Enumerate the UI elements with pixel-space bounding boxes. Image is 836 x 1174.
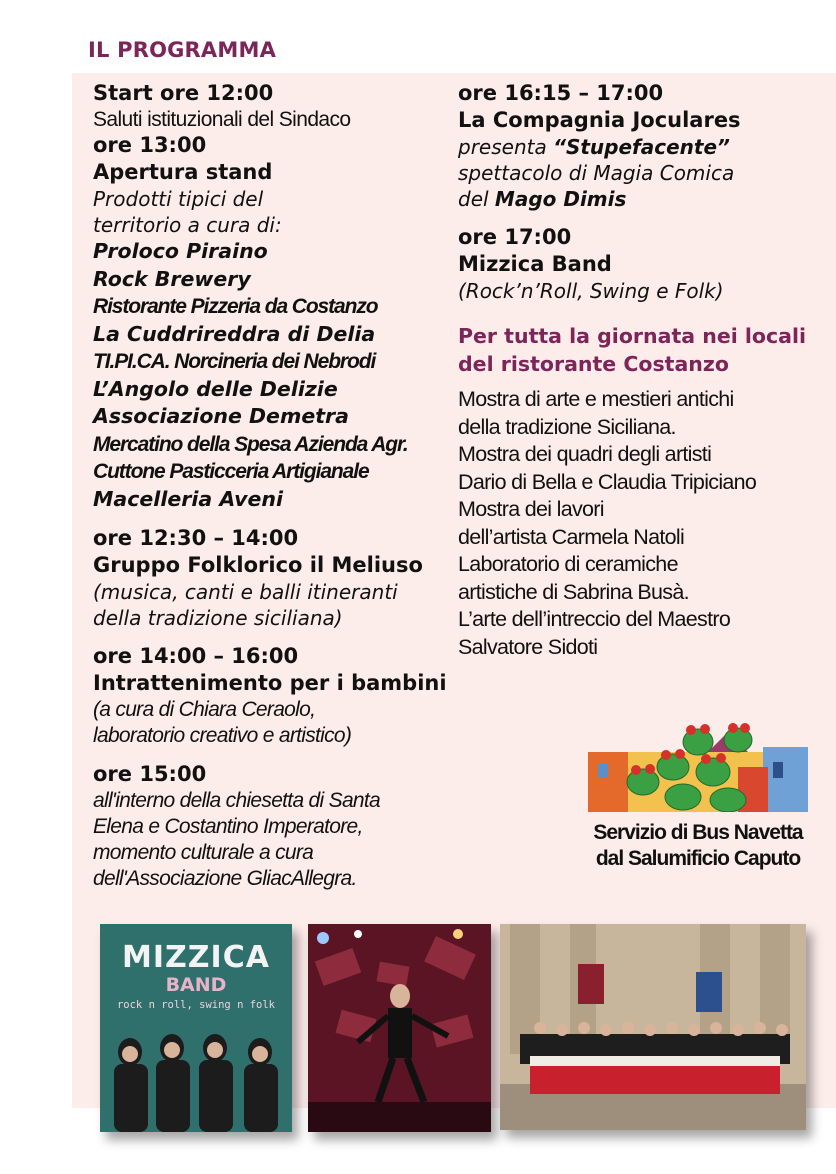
mostra-line: Salvatore Sidoti: [458, 634, 598, 659]
time-17: ore 17:00: [458, 225, 572, 249]
gruppo-desc-2: della tradizione siciliana): [93, 606, 343, 630]
magician-stage-graphic: [308, 924, 491, 1132]
stand-item: Associazione Demetra: [93, 404, 349, 428]
intrattenimento-desc-1: (a cura di Chiara Ceraolo,: [93, 698, 316, 721]
del-text: del: [458, 187, 495, 211]
gruppo-desc-1: (musica, canti e balli itineranti: [93, 580, 398, 604]
mostra-line: L’arte dell’intreccio del Maestro: [458, 607, 731, 631]
time-15: ore 15:00: [93, 762, 207, 786]
gruppo-title: Gruppo Folklorico il Meliuso: [93, 553, 423, 577]
prodotti-line-1: Prodotti tipici del: [93, 187, 264, 211]
folk-group-graphic: [500, 924, 806, 1130]
intrattenimento-desc-2: laboratorio creativo e artistico): [93, 724, 352, 747]
cactus-town-illustration: [588, 712, 808, 812]
band-photo-sub: BAND: [165, 974, 227, 996]
stand-item: TI.PI.CA. Norcineria dei Nebrodi: [93, 350, 376, 373]
mago-line: [458, 186, 828, 212]
presenta-line: [458, 134, 828, 160]
band-photo-tag: rock n roll, swing n folk: [116, 999, 276, 1011]
giornata-heading-1: Per tutta la giornata nei locali: [458, 324, 807, 348]
bus-caption: [572, 820, 824, 872]
band-photo-title: MIZZICA: [122, 940, 270, 975]
start-time: Start ore 12:00: [93, 81, 274, 105]
mostra-line: Dario di Bella e Claudia Tripiciano: [458, 469, 757, 494]
page-title: IL PROGRAMMA: [88, 38, 277, 62]
mostra-line: Laboratorio di ceramiche: [458, 552, 678, 576]
intrattenimento-title: Intrattenimento per i bambini: [93, 671, 447, 695]
prodotti-line-2: territorio a cura di:: [93, 213, 282, 237]
stand-item: Ristorante Pizzeria da Costanzo: [93, 295, 378, 318]
stand-item: Macelleria Aveni: [93, 486, 283, 511]
program-right-column: [458, 80, 828, 661]
band-genre: (Rock’n’Roll, Swing e Folk): [458, 279, 724, 303]
time-14: ore 14:00 – 16:00: [93, 644, 299, 668]
stand-item: Rock Brewery: [93, 266, 251, 291]
mostra-line: dell’artista Carmela Natoli: [458, 524, 685, 549]
mostra-line: artistiche di Sabrina Busà.: [458, 579, 689, 604]
chiesetta-line-3: momento culturale a cura: [93, 841, 314, 864]
magic-show-photo: [308, 924, 491, 1132]
mostra-line: Mostra di arte e mestieri antichi: [458, 387, 734, 411]
chiesetta-line-1: all'interno della chiesetta di Santa: [93, 789, 381, 812]
presenta-text: presenta: [458, 135, 554, 159]
stand-item: Cuttone Pasticceria Artigianale: [93, 460, 369, 483]
bus-line-2: dal Salumificio Caputo: [595, 847, 801, 870]
show-title: “Stupefacente”: [553, 135, 730, 159]
chiesetta-line-4: dell'Associazione GliacAllegra.: [93, 867, 357, 890]
mostra-line: della tradizione Siciliana.: [458, 414, 676, 439]
time-13: ore 13:00: [93, 133, 207, 157]
stand-item: L’Angolo delle Delizie: [93, 376, 338, 401]
mostra-line: Mostra dei lavori: [458, 497, 604, 521]
program-left-column: [93, 80, 447, 892]
time-1230: ore 12:30 – 14:00: [93, 526, 299, 550]
mostra-line: Mostra dei quadri degli artisti: [458, 442, 712, 466]
apertura-title: Apertura stand: [93, 160, 273, 184]
spettacolo-line: spettacolo di Magia Comica: [458, 161, 735, 185]
mago-name: Mago Dimis: [494, 187, 627, 211]
compagnia-title: La Compagnia Joculares: [458, 108, 741, 132]
stand-item: Mercatino della Spesa Azienda Agr.: [93, 432, 408, 456]
saluti-text: Saluti istituzionali del Sindaco: [93, 108, 351, 131]
stand-item: Proloco Piraino: [93, 239, 268, 263]
band-title: Mizzica Band: [458, 252, 612, 276]
time-1615: ore 16:15 – 17:00: [458, 81, 664, 105]
chiesetta-line-2: Elena e Costantino Imperatore,: [93, 815, 363, 838]
band-members-silhouette: [100, 924, 292, 1132]
mizzica-band-photo: [100, 924, 292, 1132]
stand-item: La Cuddrireddra di Delia: [93, 321, 376, 346]
folk-group-photo: [500, 924, 806, 1130]
bus-line-1: Servizio di Bus Navetta: [593, 821, 803, 844]
giornata-heading-2: del ristorante Costanzo: [458, 352, 729, 376]
